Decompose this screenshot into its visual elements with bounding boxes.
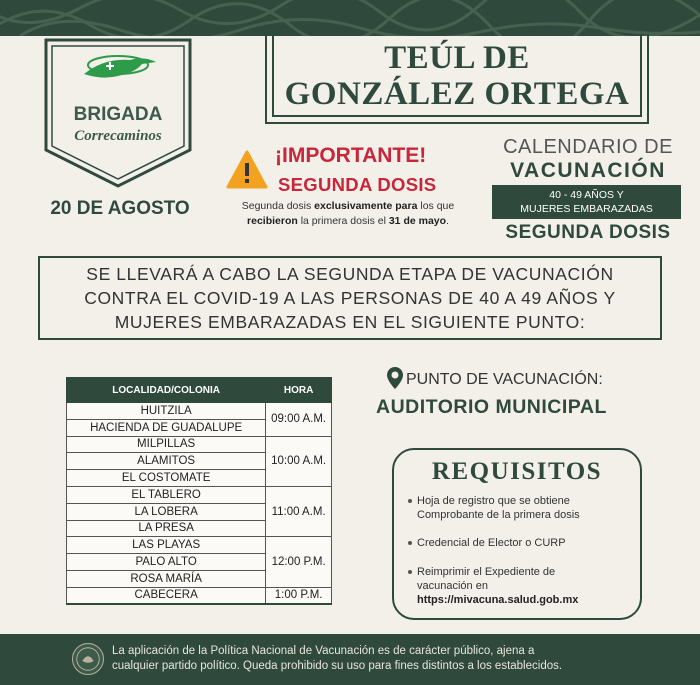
brigada-title: BRIGADA [73,104,163,125]
vaccination-point-label: PUNTO DE VACUNACIÓN: [406,371,603,388]
event-date: 20 DE AGOSTO [50,198,190,219]
column-header-locality: LOCALIDAD/COLONIA [67,378,266,403]
national-seal-icon [72,643,104,675]
bullet-icon [408,541,412,545]
location-pin-icon [386,366,404,390]
bullet-icon [408,499,412,503]
town-title-box [265,34,649,124]
warning-icon [226,150,268,190]
table-row: EL COSTOMATE [67,470,332,487]
town-name-line2: GONZÁLEZ ORTEGA [284,76,630,112]
vaccination-point-value: AUDITORIO MUNICIPAL [376,396,607,418]
table-row: EL TABLERO 11:00 A.M. [67,486,332,503]
table-row: LAS PLAYAS 12:00 P.M. [67,537,332,554]
footer-band [0,634,700,685]
important-title: ¡IMPORTANTE! [275,144,427,167]
notice-line2: CONTRA EL COVID-19 A LAS PERSONAS DE 40 A 49 AÑOS Y [84,288,616,308]
roadrunner-icon [84,56,156,78]
table-row: MILPILLAS 10:00 A.M. [67,436,332,453]
notice-box [38,256,662,340]
calendar-heading: CALENDARIO DE [503,136,673,158]
table-row: ROSA MARÍA [67,570,332,587]
table-row: LA LOBERA [67,503,332,520]
calendar-target-group: 40 - 49 AÑOS Y MUJERES EMBARAZADAS [492,185,681,219]
requirement-item: Reimprimir el Expediente de vacunación en https://mivacuna.salud.gob.mx [408,565,632,607]
table-row: HACIENDA DE GUADALUPE [67,419,332,436]
important-subtitle: SEGUNDA DOSIS [278,174,437,195]
table-row: CABECERA 1:00 P.M. [67,587,332,604]
table-row: LA PRESA [67,520,332,537]
notice-line1: SE LLEVARÁ A CABO LA SEGUNDA ETAPA DE VACUNACIÓN [86,264,614,284]
table-row: ALAMITOS [67,453,332,470]
calendar-vacunacion: VACUNACIÓN [510,159,666,182]
table-row: HUITZILA 09:00 A.M. [67,403,332,420]
brigada-badge [44,38,192,188]
footer-disclaimer: La aplicación de la Política Nacional de Vacunación es de carácter público, ajena a cualquier partido político. Queda prohibido su uso para fines distintos a los establecidos. [112,645,563,672]
bullet-icon [408,570,412,574]
column-header-time: HORA [266,378,332,403]
top-decorative-band [0,0,700,36]
schedule-table [66,377,332,605]
town-name-line1: TEÚL DE [384,40,530,76]
requirements-title: REQUISITOS [431,458,603,485]
table-row: PALO ALTO [67,554,332,571]
brigada-subtitle: Correcaminos [74,128,162,144]
requirement-item: Hoja de registro que se obtiene Comprobante de la primera dosis [408,494,632,522]
important-description: Segunda dosis exclusivamente para los que recibieron la primera dosis el 31 de mayo. [241,200,455,227]
calendar-dose: SEGUNDA DOSIS [505,222,671,243]
vaccination-url-link[interactable]: https://mivacuna.salud.gob.mx [417,594,579,606]
requirement-item: Credencial de Elector o CURP [408,536,632,550]
notice-line3: MUJERES EMBARAZADAS EN EL SIGUIENTE PUNTO: [114,312,586,332]
requirements-box [392,448,642,620]
